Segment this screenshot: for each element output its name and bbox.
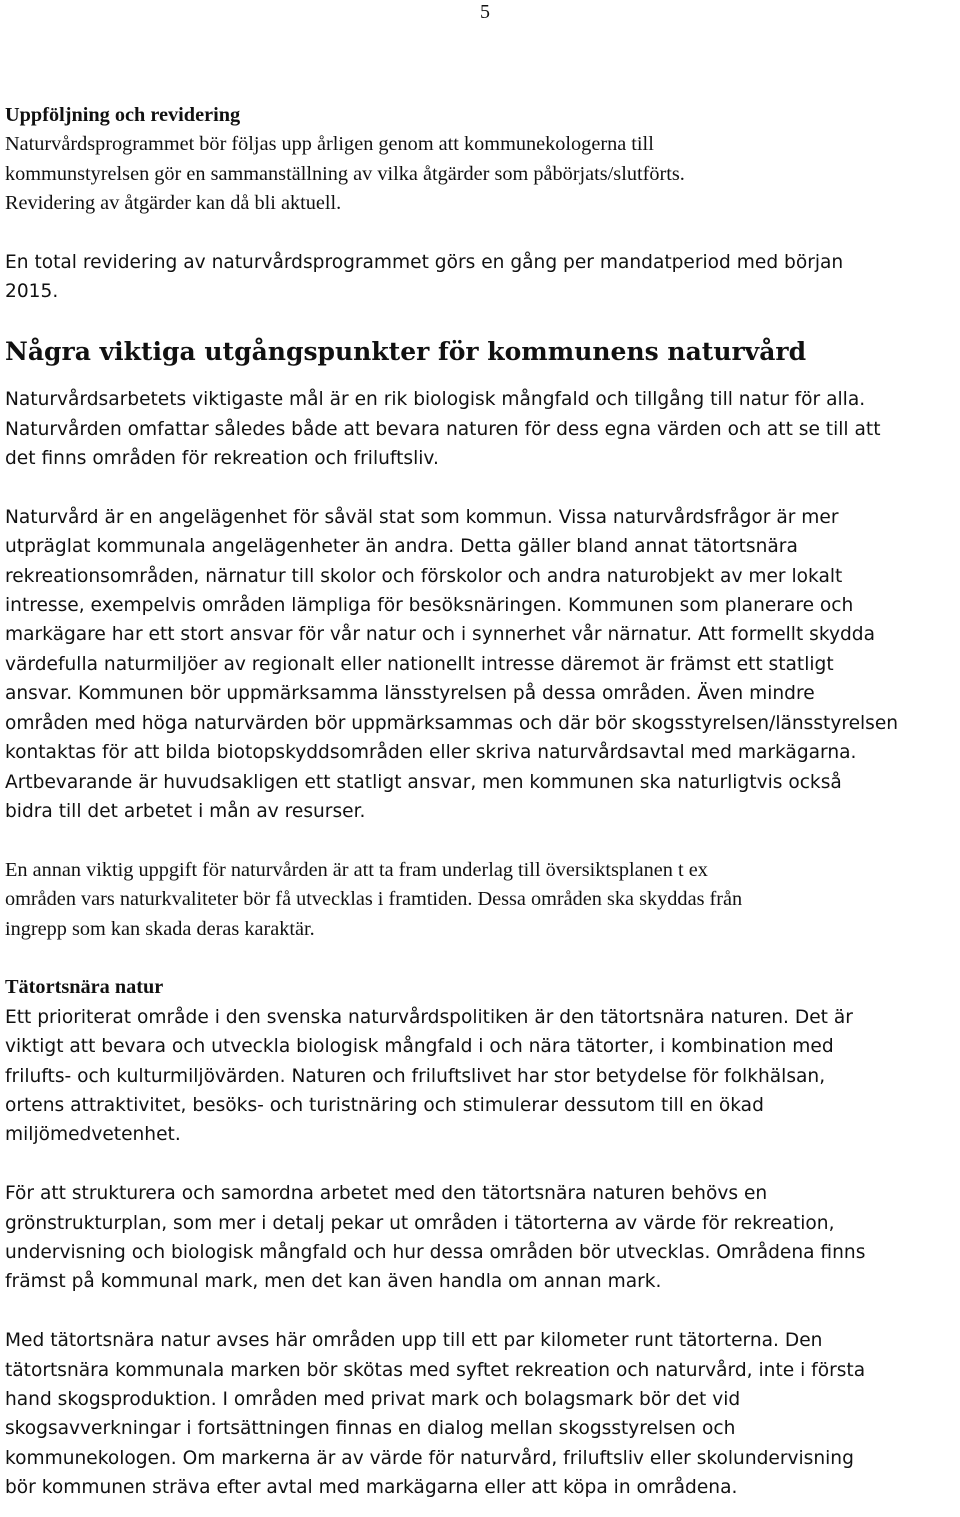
text-line: Naturvårdsarbetets viktigaste mål är en rik biologisk mångfald och tillgång till natur för alla. [5,389,866,411]
text-line: Artbevarande är huvudsakligen ett statligt ansvar, men kommunen ska naturligtvis också [5,771,842,793]
text-line: intresse, exempelvis områden lämpliga för besöksnäringen. Kommunen som planerare och [5,595,854,617]
followup-heading: Uppföljning och revidering [5,104,241,126]
text-line: ingrepp som kan skada deras karaktär. [5,917,315,940]
text-line: En annan viktig uppgift för naturvården är att ta fram underlag till översiktsplanen t ex [5,858,708,881]
text-line: kommunstyrelsen gör en sammanställning av vilka åtgärder som påbörjats/slutförts. [5,162,685,185]
urban-nature-paragraph-2 [5,1179,958,1297]
text-line: grönstrukturplan, som mer i detalj pekar ut områden i tätorterna av värde för rekreation, [5,1212,835,1234]
followup-paragraph-2 [5,248,958,307]
text-line: Naturvården omfattar således både att bevara naturen för dess egna värden och att se till att [5,418,881,440]
text-line: viktigt att bevara och utveckla biologisk mångfald i och nära tätorter, i kombination med [5,1036,834,1058]
text-line: det finns områden för rekreation och friluftsliv. [5,448,439,470]
text-line: områden vars naturkvaliteter bör få utvecklas i framtiden. Dessa områden ska skyddas från [5,888,743,911]
text-line: rekreationsområden, närnatur till skolor och förskolor och andra naturobjekt av mer lokalt [5,565,843,587]
text-line: ansvar. Kommunen bör uppmärksamma länsstyrelsen på dessa områden. Även mindre [5,683,815,705]
urban-nature-heading: Tätortsnära natur [5,976,164,999]
text-line: bidra till det arbetet i mån av resurser. [5,800,366,822]
text-line: Naturvård är en angelägenhet för såväl stat som kommun. Vissa naturvårdsfrågor är mer [5,506,839,528]
starting-points-paragraph-1 [5,385,958,473]
text-line: skogsavverkningar i fortsättningen finnas en dialog mellan skogsstyrelsen och [5,1418,736,1440]
followup-paragraph-1 [5,130,958,218]
text-line: undervisning och biologisk mångfald och hur dessa områden bör utvecklas. Områdena finns [5,1241,866,1263]
starting-points-heading: Några viktiga utgångspunkter för kommunens naturvård [5,336,807,366]
text-line: En total revidering av naturvårdsprogrammet görs en gång per mandatperiod med början [5,252,844,274]
page-number: 5 [480,1,490,23]
text-line: 2015. [5,281,59,303]
text-line: områden med höga naturvärden bör uppmärksammas och där bör skogsstyrelsen/länsstyrelsen [5,712,899,734]
text-line: bör kommunen sträva efter avtal med markägarna eller att köpa in områdena. [5,1477,738,1499]
text-line: tätortsnära kommunala marken bör skötas med syftet rekreation och naturvård, inte i första [5,1359,866,1381]
text-line: Naturvårdsprogrammet bör följas upp årligen genom att kommunekologerna till [5,133,654,156]
text-line: kontaktas för att bilda biotopskyddsområden eller skriva naturvårdsavtal med markägarna. [5,742,857,764]
text-line: hand skogsproduktion. I områden med privat mark och bolagsmark bör det vid [5,1388,741,1410]
text-line: värdefulla naturmiljöer av regionalt eller nationellt intresse däremot är främst ett statligt [5,653,834,675]
text-line: markägare har ett stort ansvar för vår natur och i synnerhet vår närnatur. Att formellt skydda [5,624,875,646]
text-line: Ett prioriterat område i den svenska naturvårdspolitiken är den tätortsnära naturen. Det är [5,1006,853,1028]
text-line: kommunekologen. Om markerna är av värde för naturvård, friluftsliv eller skolundervisning [5,1447,854,1469]
text-line: frilufts- och kulturmiljövärden. Naturen och friluftslivet har stor betydelse för folkhälsan, [5,1065,826,1087]
text-line: ortens attraktivitet, besöks- och turistnäring och stimulerar dessutom till en ökad [5,1094,764,1116]
page-content [5,101,958,1503]
text-line: Med tätortsnära natur avses här områden upp till ett par kilometer runt tätorterna. Den [5,1330,823,1352]
urban-nature-paragraph-1 [5,1003,958,1150]
starting-points-paragraph-3 [5,856,958,944]
text-line: miljömedvetenhet. [5,1124,181,1146]
text-line: utpräglat kommunala angelägenheter än andra. Detta gäller bland annat tätortsnära [5,536,798,558]
text-line: främst på kommunal mark, men det kan även handla om annan mark. [5,1271,662,1293]
starting-points-paragraph-2 [5,503,958,826]
urban-nature-paragraph-3 [5,1326,958,1502]
text-line: Revidering av åtgärder kan då bli aktuell. [5,192,342,215]
text-line: För att strukturera och samordna arbetet med den tätortsnära naturen behövs en [5,1183,768,1205]
